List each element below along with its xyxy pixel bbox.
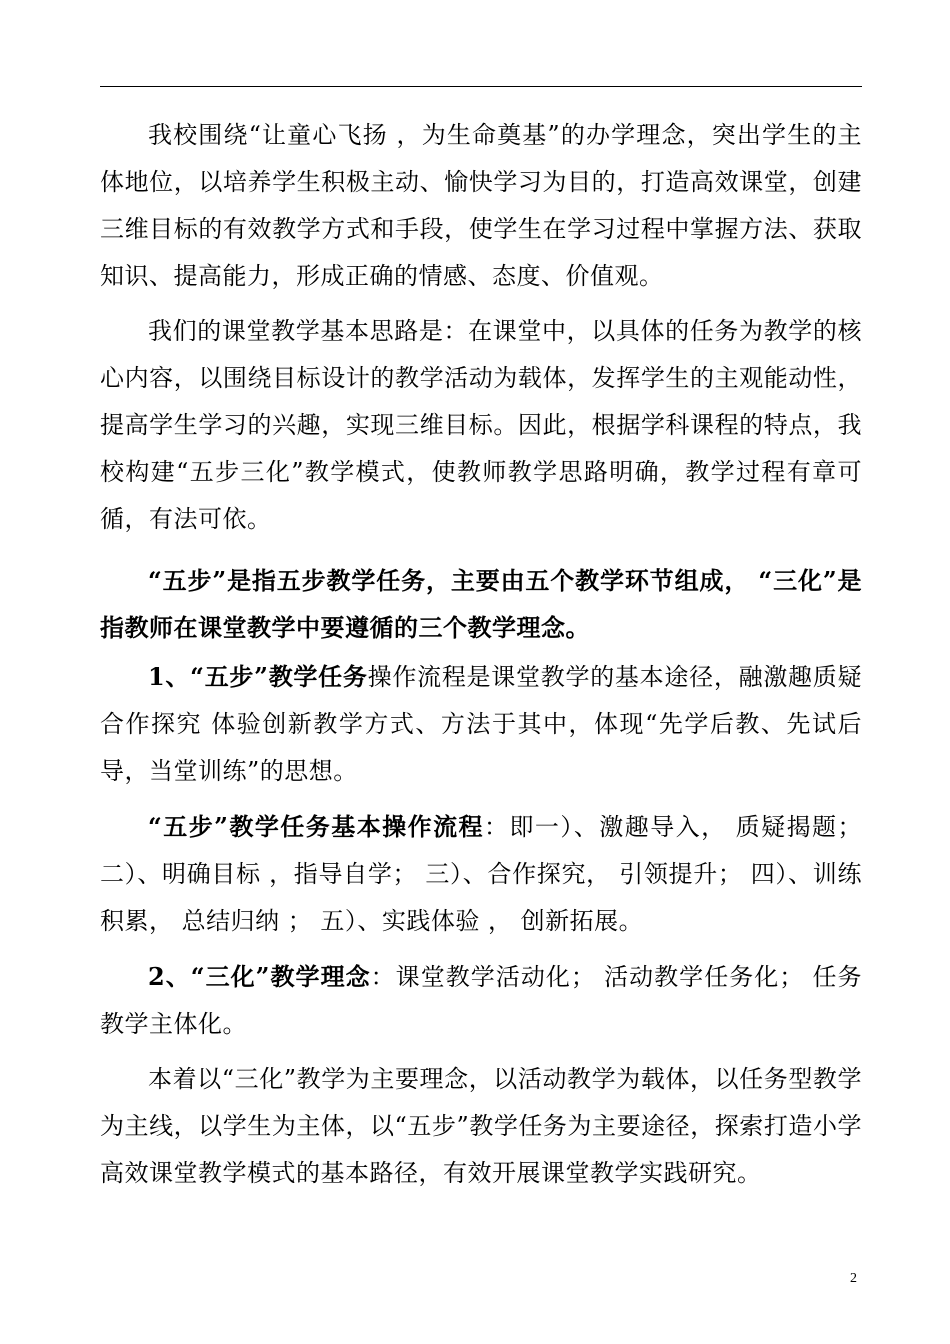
three-concepts-heading: 2、“三化”教学理念 (148, 962, 371, 991)
header-rule (100, 86, 862, 87)
paragraph-conclusion: 本着以“三化”教学为主要理念，以活动教学为载体，以任务型教学为主线，以学生为主体，以“五步”教学任务为主要途径，探索打造小学高效课堂教学模式的基本路径，有效开展课堂教学实践研究。 (100, 1065, 862, 1187)
paragraph-teaching-approach: 我们的课堂教学基本思路是：在课堂中，以具体的任务为教学的核心内容，以围绕目标设计的教学活动为载体，发挥学生的主观能动性，提高学生学习的兴趣，实现三维目标。因此，根据学科课程的特点，我校构建“五步三化”教学模式，使教师教学思路明确，教学过程有章可循，有法可依。 (100, 317, 862, 533)
five-steps-text: 操作流程是课堂教学的基本途径，融激趣质疑 合作探究 体验创新教学方式、方法于其中，体现“先学后教、先试后导，当堂训练”的思想。 (100, 663, 863, 785)
paragraph-five-steps-definition: “五步”是指五步教学任务，主要由五个教学环节组成， “三化”是指教师在课堂教学中要遵循的三个教学理念。 (100, 566, 862, 642)
operation-flow-text: ：即一）、激趣导入， 质疑揭题；二）、明确目标 ，指导自学； 三）、合作探究， 引领提升； 四）、训练积累， 总结归纳 ； 五）、实践体验 ， 创新拓展。 (100, 813, 862, 935)
paragraph-operation-flow (100, 803, 862, 945)
page-number: 2 (850, 1271, 857, 1286)
paragraph-five-steps-tasks (100, 653, 862, 795)
five-steps-heading: 1、“五步”教学任务 (148, 662, 368, 691)
three-concepts-text: ：课堂教学活动化； 活动教学任务化； 任务教学主体化。 (100, 963, 862, 1038)
paragraph-three-concepts (100, 953, 862, 1048)
document-body (100, 112, 862, 1197)
operation-flow-heading: “五步”教学任务基本操作流程 (148, 812, 485, 841)
paragraph-school-philosophy: 我校围绕“让童心飞扬 ，为生命奠基”的办学理念，突出学生的主体地位，以培养学生积极主动、愉快学习为目的，打造高效课堂，创建三维目标的有效教学方式和手段，使学生在学习过程中掌握方法、获取知识、提高能力，形成正确的情感、态度、价值观。 (100, 121, 862, 290)
